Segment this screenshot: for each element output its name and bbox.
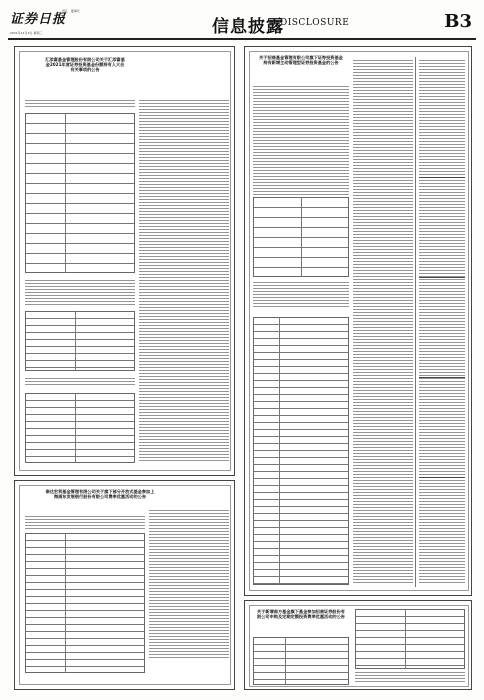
section-title: 信息披露 <box>212 17 284 37</box>
masthead <box>8 4 476 40</box>
masthead-meta: 责任 · 董事长 <box>62 9 80 13</box>
newspaper-logo: 证券日报 <box>10 12 67 27</box>
signature <box>165 451 225 461</box>
page-number: B3 <box>444 11 472 32</box>
issue-date: 2021年11月3日 星期三 <box>10 31 43 35</box>
fund-code-table <box>355 609 465 669</box>
notice-body-text <box>253 85 349 195</box>
notice-top-right <box>244 46 472 596</box>
fund-list-table <box>25 533 145 673</box>
notice-bottom-left <box>14 480 235 690</box>
notice-top-left <box>14 46 235 476</box>
notice-body-text <box>139 99 229 461</box>
notice-bottom-right <box>244 600 472 690</box>
notice-title: 泰达宏利基金管理有限公司关于旗下部分开放式基金参加上海浦东发展银行股份有限公司费率优惠活动的公告 <box>45 489 155 499</box>
section-subtitle: DISCLOSURE <box>280 18 350 28</box>
fee-table <box>25 311 135 371</box>
notice-title: 汇添富基金管理股份有限公司关于汇添富基金2021年度证券投资基金份额持有人大会有关事项的公告 <box>45 57 125 72</box>
notice-title: 关于新增南方基金旗下基金参加招商证券股份有限公司申购及定期定额投资费率优惠活动的公告 <box>257 609 345 619</box>
fund-info-table <box>25 113 135 273</box>
rate-table <box>253 637 349 685</box>
fee-table-2 <box>25 393 135 463</box>
notice-body-text <box>149 509 229 659</box>
notice-body-text <box>355 671 465 683</box>
notice-title: 关于招商基金管理有限公司旗下证券投资基金持有新增主动管理型证券投资基金的公告 <box>259 55 343 65</box>
signature <box>165 667 225 677</box>
fund-detail-table <box>253 317 349 585</box>
